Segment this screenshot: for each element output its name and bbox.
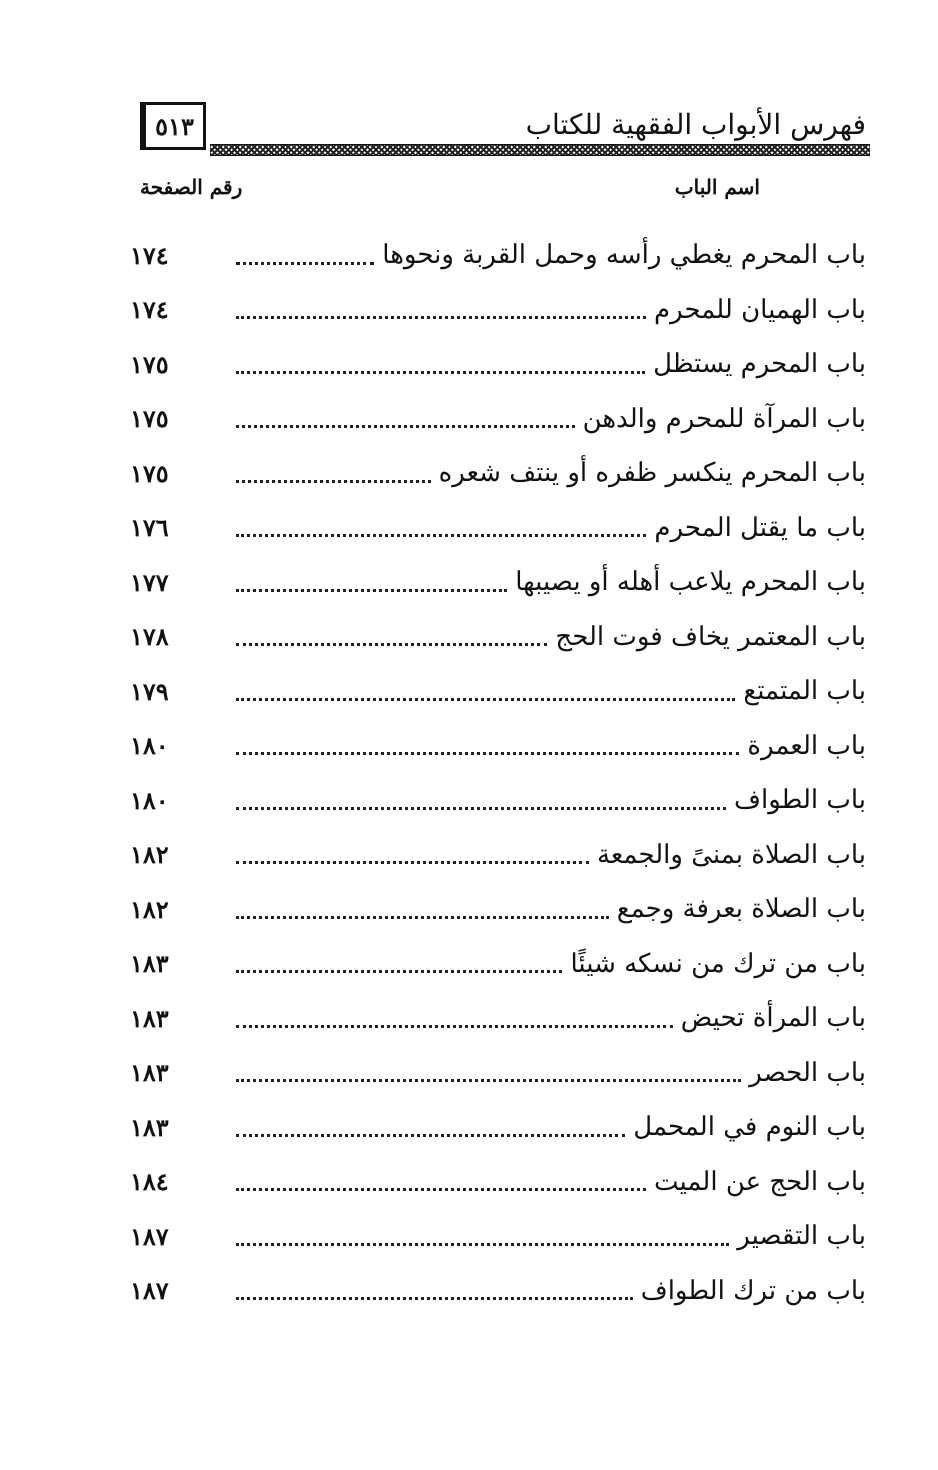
- dot-leader: [236, 480, 431, 483]
- toc-entry: [130, 937, 866, 992]
- dot-leader: [236, 752, 739, 755]
- dot-leader: [236, 1025, 673, 1028]
- dot-leader: [236, 970, 562, 973]
- toc-entry: [130, 1046, 866, 1101]
- dot-leader: [236, 534, 646, 537]
- toc-entry: [130, 719, 866, 774]
- toc-entry-page: ١٨٠: [130, 785, 169, 815]
- toc-entry-page: ١٨٧: [130, 1276, 169, 1306]
- toc-entry-title: باب المرأة تحيض: [680, 1003, 866, 1034]
- toc-entry-page: ١٨٣: [130, 949, 169, 979]
- dot-leader: [236, 643, 547, 646]
- toc-entry-title: باب من ترك من نسكه شيئًا: [570, 948, 866, 979]
- toc-entry-page: ١٨٣: [130, 1058, 169, 1088]
- toc-entry: [130, 283, 866, 338]
- toc-entry-page: ١٧٦: [130, 513, 169, 543]
- toc-list: [130, 228, 866, 1318]
- toc-entry-title: باب المحرم ينكسر ظفره أو ينتف شعره: [438, 458, 866, 489]
- dot-leader: [236, 262, 374, 265]
- toc-entry: [130, 1100, 866, 1155]
- dot-leader: [236, 698, 735, 701]
- toc-entry-title: باب المحرم يستظل: [653, 349, 866, 380]
- toc-entry-title: باب العمرة: [747, 730, 866, 761]
- toc-entry-page: ١٨٢: [130, 894, 169, 924]
- toc-entry-page: ١٧٧: [130, 567, 169, 597]
- dot-leader: [236, 1188, 646, 1191]
- dot-leader: [236, 861, 589, 864]
- toc-entry-title: باب من ترك الطواف: [640, 1275, 866, 1306]
- toc-entry-page: ١٧٨: [130, 622, 169, 652]
- toc-entry-page: ١٨٢: [130, 840, 169, 870]
- toc-entry: [130, 1155, 866, 1210]
- toc-entry-page: ١٧٥: [130, 349, 169, 379]
- toc-entry-title: باب المعتمر يخاف فوت الحج: [555, 621, 866, 652]
- toc-entry-title: باب النوم في المحمل: [633, 1112, 866, 1143]
- dot-leader: [236, 916, 609, 919]
- toc-entry-title: باب الحج عن الميت: [654, 1166, 866, 1197]
- column-header-page: رقم الصفحة: [140, 175, 243, 199]
- toc-entry: [130, 773, 866, 828]
- toc-entry: [130, 555, 866, 610]
- toc-entry-page: ١٧٥: [130, 458, 169, 488]
- toc-entry-title: باب الصلاة بمنىً والجمعة: [596, 839, 866, 870]
- toc-entry: [130, 610, 866, 665]
- toc-entry-page: ١٧٥: [130, 404, 169, 434]
- toc-entry: [130, 828, 866, 883]
- toc-entry: [130, 501, 866, 556]
- toc-entry-page: ١٧٤: [130, 240, 169, 270]
- toc-entry-title: باب التقصير: [737, 1221, 866, 1252]
- toc-entry-title: باب الصلاة بعرفة وجمع: [616, 894, 866, 925]
- toc-entry-page: ١٨٣: [130, 1003, 169, 1033]
- toc-entry-title: باب المحرم يلاعب أهله أو يصيبها: [515, 567, 866, 598]
- toc-entry: [130, 1209, 866, 1264]
- toc-entry-title: باب الطواف: [734, 785, 866, 816]
- toc-entry: [130, 664, 866, 719]
- dot-leader: [236, 1297, 633, 1300]
- toc-entry: [130, 446, 866, 501]
- running-title: فهرس الأبواب الفقهية للكتاب: [525, 108, 866, 141]
- toc-entry-title: باب المرآة للمحرم والدهن: [582, 403, 866, 434]
- dot-leader: [236, 589, 507, 592]
- dot-leader: [236, 1079, 741, 1082]
- toc-entry-title: باب الحصر: [749, 1057, 866, 1088]
- header-rule: [210, 144, 870, 156]
- toc-entry: [130, 991, 866, 1046]
- page-number: ٥١٣: [140, 102, 206, 150]
- toc-entry-title: باب المتمتع: [743, 676, 866, 707]
- toc-entry-page: ١٨٠: [130, 731, 169, 761]
- dot-leader: [236, 1243, 729, 1246]
- toc-entry-title: باب ما يقتل المحرم: [654, 512, 866, 543]
- toc-entry: [130, 392, 866, 447]
- toc-entry: [130, 337, 866, 392]
- toc-entry-page: ١٨٣: [130, 1112, 169, 1142]
- dot-leader: [236, 1134, 625, 1137]
- column-header-name: اسم الباب: [674, 175, 760, 199]
- toc-entry-page: ١٨٤: [130, 1167, 169, 1197]
- dot-leader: [236, 807, 726, 810]
- toc-entry: [130, 882, 866, 937]
- toc-entry-page: ١٨٧: [130, 1221, 169, 1251]
- toc-entry-title: باب المحرم يغطي رأسه وحمل القربة ونحوها: [382, 240, 866, 271]
- toc-entry: [130, 1264, 866, 1319]
- dot-leader: [236, 425, 575, 428]
- toc-entry-page: ١٧٩: [130, 676, 169, 706]
- toc-entry-title: باب الهميان للمحرم: [654, 294, 866, 325]
- dot-leader: [236, 371, 645, 374]
- toc-entry-page: ١٧٤: [130, 295, 169, 325]
- dot-leader: [236, 316, 646, 319]
- toc-entry: [130, 228, 866, 283]
